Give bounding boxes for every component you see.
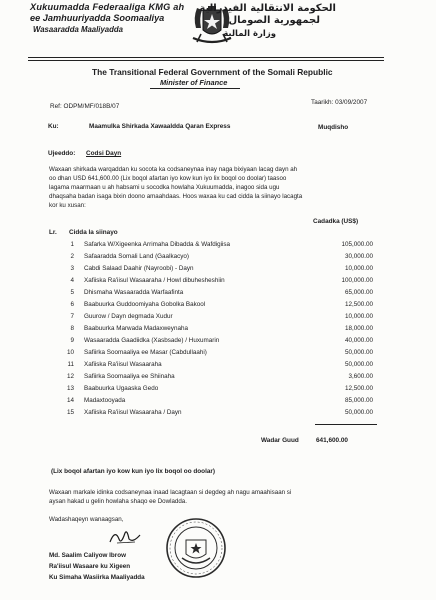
to-label: Ku: [48, 123, 59, 130]
row-number: 9 [70, 337, 74, 344]
row-recipient: Cabdi Salaad Daahir (Nayroobi) - Dayn [84, 265, 194, 272]
subject-label: Ujeeddo: [48, 150, 76, 157]
table-row [0, 253, 436, 265]
row-recipient: Baabuurka Marwada Madaxweynaha [84, 325, 188, 332]
row-amount: 18,000.00 [344, 325, 373, 332]
row-number: 7 [70, 313, 74, 320]
table-row [0, 277, 436, 289]
header-rule [28, 57, 384, 58]
body-line-1: Waxaan shirkada warqaddan ku socota ka codsaneynaa inay naga bixiyaan lacag dayn ah [49, 166, 298, 173]
row-recipient: Madaxtooyada [84, 397, 126, 404]
signatory-title-1: Ra'iisul Wasaare ku Xigeen [49, 563, 131, 570]
row-number: 2 [70, 253, 74, 260]
row-amount: 3,600.00 [348, 373, 373, 380]
row-number: 3 [70, 265, 74, 272]
row-amount: 100,000.00 [341, 277, 373, 284]
row-number: 6 [70, 301, 74, 308]
reference-number: Ref: ODPM/MF/018B/07 [50, 103, 120, 110]
table-row [0, 289, 436, 301]
row-number: 1 [70, 241, 74, 248]
subject: Codsi Dayn [86, 150, 122, 157]
table-row [0, 265, 436, 277]
row-recipient: Baabuurka Guddoomiyaha Gobolka Bakool [84, 301, 206, 308]
row-amount: 12,500.00 [344, 385, 373, 392]
table-row [0, 301, 436, 313]
row-amount: 10,000.00 [344, 265, 373, 272]
signatory-title-2: Ku Simaha Wasiirka Maaliyadda [49, 574, 145, 581]
table-row [0, 325, 436, 337]
recipient: Maamulka Shirkada Xawaaldda Qaran Express [89, 123, 231, 130]
row-number: 15 [66, 409, 74, 416]
header-rule-thin [28, 60, 384, 61]
row-amount: 12,500.00 [344, 301, 373, 308]
letterhead-left-line2: ee Jamhuuriyadda Soomaaliya [30, 13, 165, 23]
row-recipient: Wasaaradda Gaadiidka (Xasbsade) / Huxumarin [84, 337, 220, 344]
row-number: 13 [66, 385, 74, 392]
body-line-2: oo dhan USD 641,600.00 (Lix boqol afartan iyo kow kun iyo lix boqol oo doolar) taasoo [49, 175, 287, 182]
total-value: 641,600.00 [316, 437, 348, 444]
row-amount: 10,000.00 [344, 313, 373, 320]
body-line-3: lagama maarmaan u ah habsami u socodka howlaha Xukuumadda, inagoo sida ugu [49, 184, 280, 191]
table-row [0, 361, 436, 373]
row-amount: 65,000.00 [344, 289, 373, 296]
row-number: 8 [70, 325, 74, 332]
row-amount: 40,000.00 [344, 337, 373, 344]
row-recipient: Xafiiska Ra'iisul Wasaaraha [84, 361, 162, 368]
ministry-subtitle: Minister of Finance [160, 78, 228, 87]
table-row [0, 373, 436, 385]
recipient-city: Muqdisho [318, 124, 349, 131]
row-recipient: Guurow / Dayn degmada Xudur [84, 313, 173, 320]
table-row [0, 313, 436, 325]
table-row [0, 241, 436, 253]
closing-line-1: Waxaan markale idinka codsaneynaa inaad lacagtaan si degdeg ah nagu amaahisaan si [49, 489, 292, 496]
row-recipient: Xafiiska Ra'iisul Wasaaraha / Howl dibuhesheshiin [84, 277, 225, 284]
row-amount: 50,000.00 [344, 409, 373, 416]
table-row [0, 349, 436, 361]
signatory-name: Md. Saalim Caliyow Ibrow [49, 552, 126, 559]
letterhead-right-line3: وزارة المالية [223, 29, 276, 39]
handwritten-signature-icon [107, 527, 143, 547]
number-column-header: Lr. [49, 229, 57, 236]
letterhead-left-line1: Xukuumadda Federaaliga KMG ah [30, 2, 185, 12]
letterhead-right-line1: الحكومة الانتقالية الفيدرالية [199, 3, 336, 14]
row-amount: 50,000.00 [344, 361, 373, 368]
table-row [0, 337, 436, 349]
row-recipient: Dhismaha Wasaaradda Warfaafinta [84, 289, 184, 296]
regards: Wadashaqeyn wanaagsan, [49, 516, 124, 523]
row-amount: 50,000.00 [344, 349, 373, 356]
total-rule [315, 424, 377, 425]
letter-date: Taarikh: 03/09/2007 [311, 99, 368, 106]
row-recipient: Safiirka Soomaaliya ee Shiinaha [84, 373, 175, 380]
row-number: 12 [66, 373, 74, 380]
row-amount: 105,000.00 [341, 241, 373, 248]
row-number: 5 [70, 289, 74, 296]
row-recipient: Safarka W/Xigeenka Arrimaha Dibadda & Wafdigiisa [84, 241, 231, 248]
row-amount: 30,000.00 [344, 253, 373, 260]
letterhead-left-line3: Wasaaradda Maaliyadda [33, 25, 123, 34]
row-number: 11 [67, 361, 74, 368]
recipient-column-header: Cidda la siinayo [69, 229, 118, 236]
amount-column-header: Cadadka (US$) [313, 218, 359, 225]
row-number: 10 [66, 349, 74, 356]
row-recipient: Xafiiska Ra'iisul Wasaaraha / Dayn [84, 409, 182, 416]
body-line-5: kor ku xusan: [49, 202, 86, 209]
letterhead-right-line2: لجمهورية الصومال [228, 15, 320, 26]
body-line-4: dhaqsaha badan isaga bixin doono amaahdaas. Hoos waxaa ku cad cidda la siinayo lacagta [49, 193, 303, 200]
amount-in-words: (Lix boqol afartan iyo kow kun iyo lix boqol oo doolar) [51, 468, 216, 475]
row-recipient: Safiirka Soomaaliya ee Masar (Cabdullaahi) [84, 349, 207, 356]
row-number: 4 [70, 277, 74, 284]
row-recipient: Safaaradda Somali Land (Gaalkacyo) [84, 253, 190, 260]
government-title: The Transitional Federal Government of the Somali Republic [92, 67, 333, 77]
total-label: Wadar Guud [261, 437, 299, 444]
table-row [0, 385, 436, 397]
official-stamp-icon [164, 516, 228, 580]
closing-line-2: aysan hakad u gelin howlaha shaqo ee Dowladda. [49, 498, 187, 505]
table-row [0, 409, 436, 421]
row-amount: 85,000.00 [344, 397, 373, 404]
row-recipient: Baabuurka Ugaaska Gedo [84, 385, 159, 392]
table-row [0, 397, 436, 409]
subtitle-underline [150, 88, 240, 89]
row-number: 14 [66, 397, 74, 404]
